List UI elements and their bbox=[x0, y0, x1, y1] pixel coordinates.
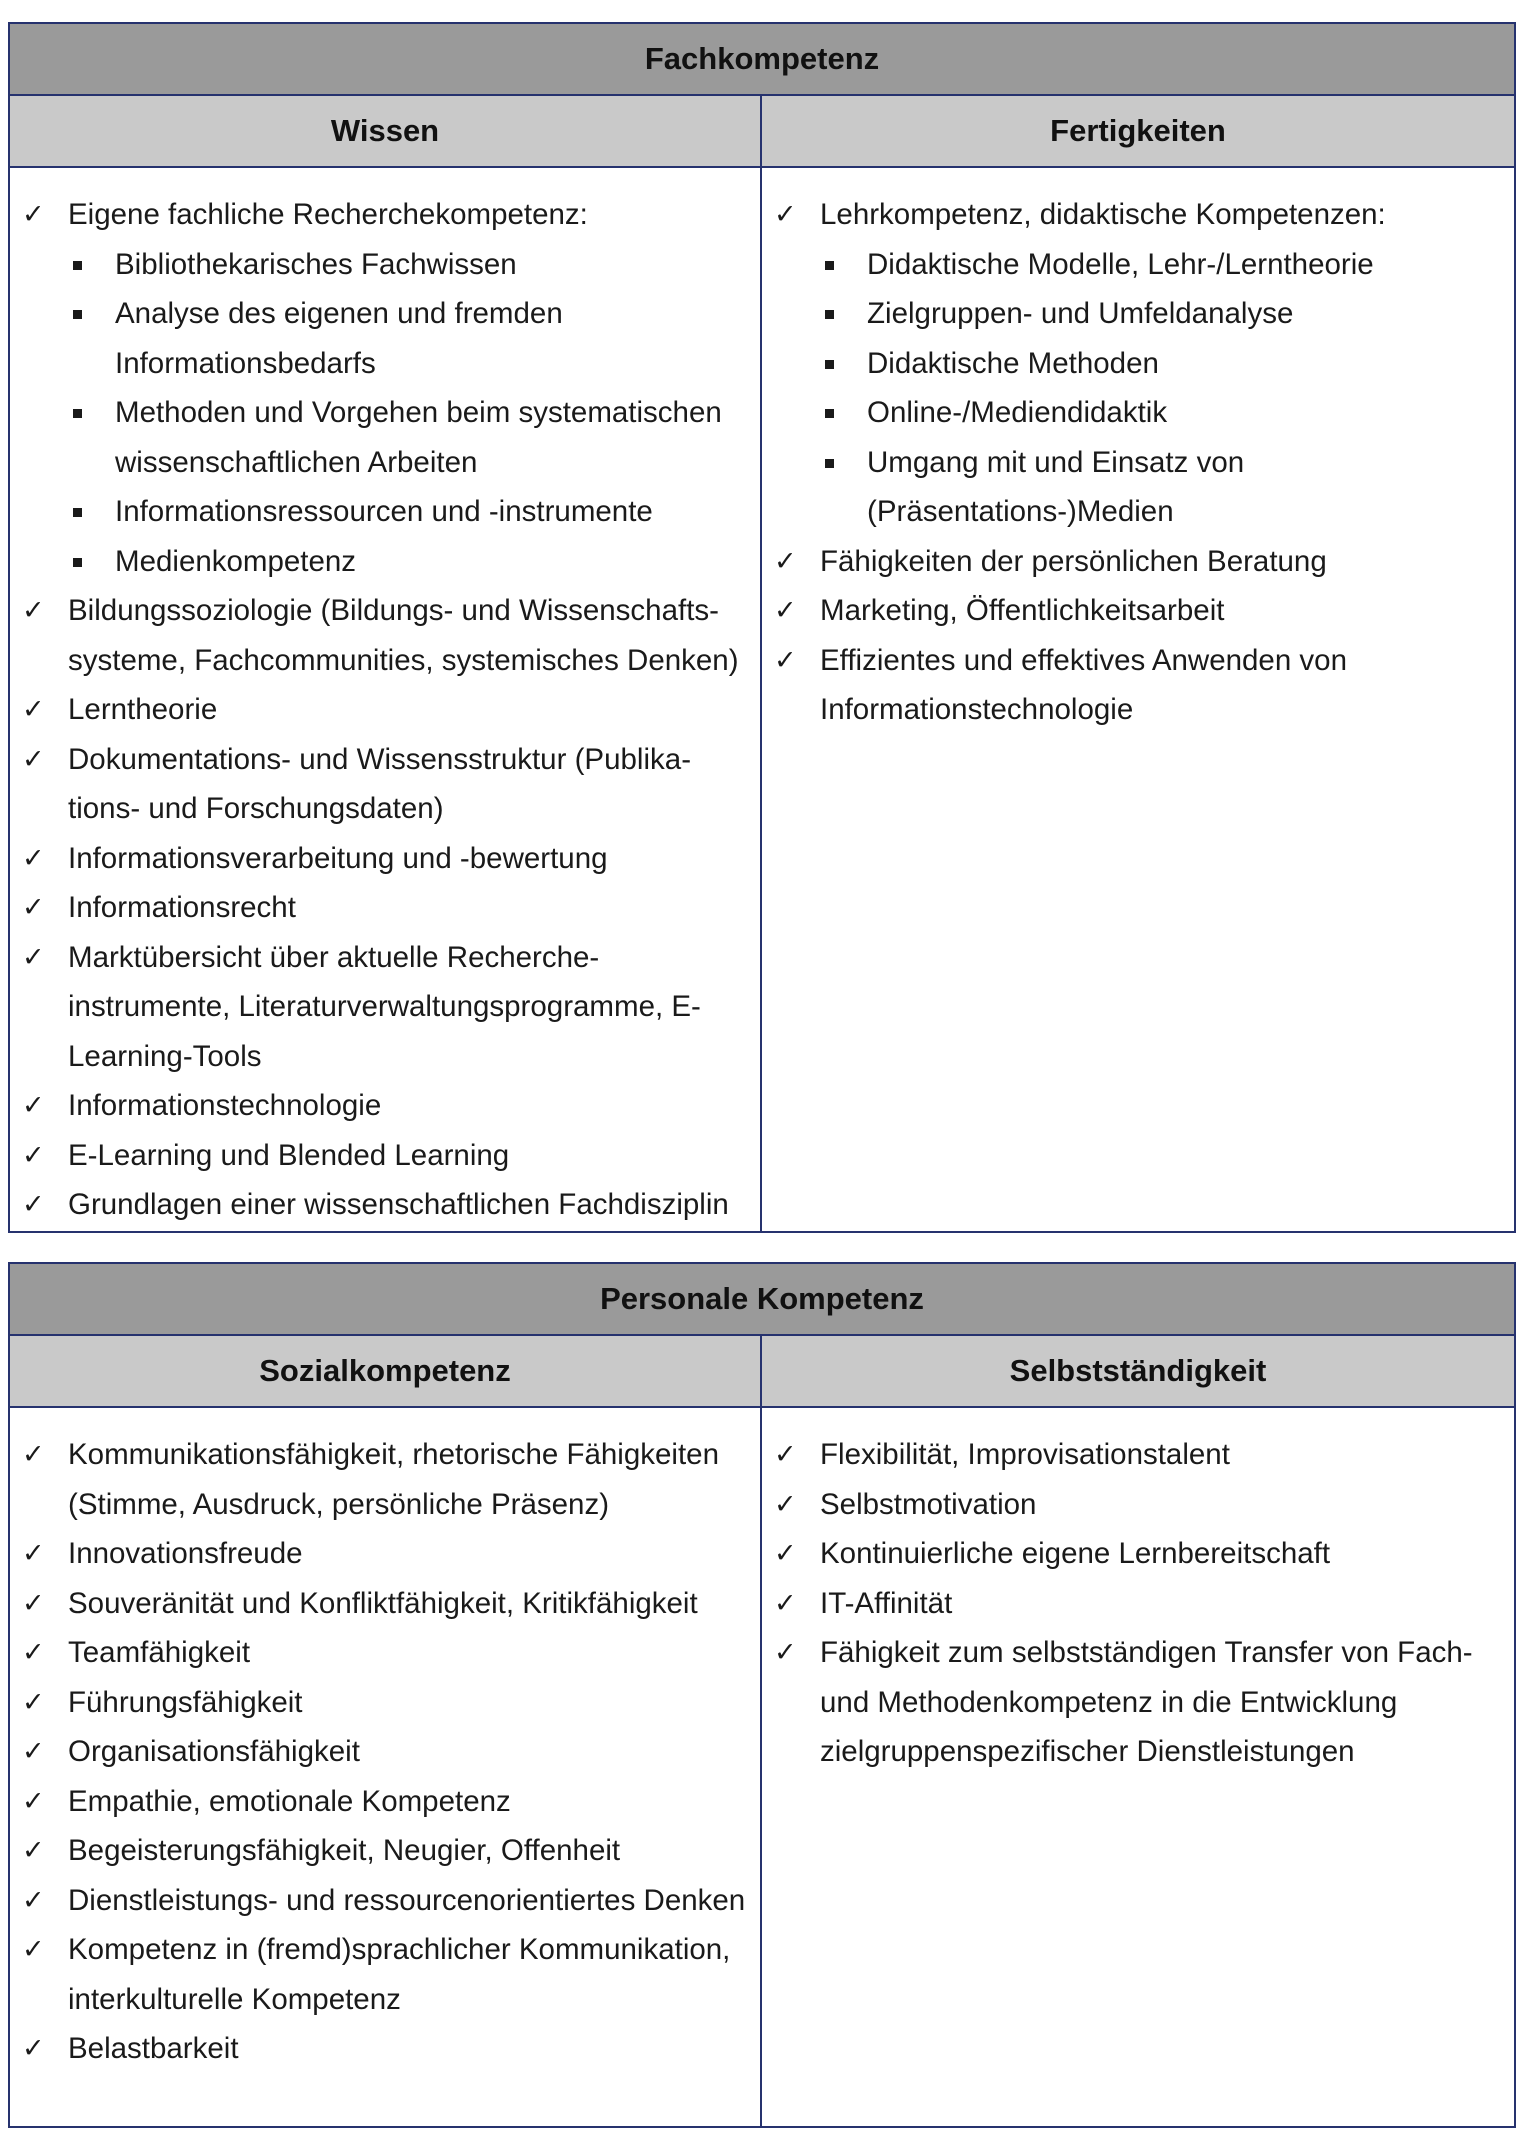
list-item-text: IT-Affinität bbox=[820, 1586, 953, 1620]
list-item bbox=[762, 190, 1514, 537]
list-item bbox=[10, 685, 760, 735]
sub-list bbox=[820, 240, 1506, 537]
checkmark-icon: ✓ bbox=[774, 1439, 797, 1470]
list-item bbox=[10, 883, 760, 933]
list-item-text: Bildungssoziologie (Bildungs- und Wissenschafts-systeme, Fachcommunities, systemisches Denken) bbox=[68, 594, 739, 677]
sub-list-item-text: Medienkompetenz bbox=[115, 544, 357, 578]
sub-list-item bbox=[820, 240, 1506, 290]
list-item bbox=[10, 1579, 760, 1629]
sub-list-item-text: Methoden und Vorgehen beim systematischen wissenschaftlichen Arbeiten bbox=[115, 396, 722, 479]
sub-list-item bbox=[68, 388, 752, 487]
list-item bbox=[10, 1430, 760, 1529]
list-item-text: Führungsfähigkeit bbox=[68, 1685, 303, 1719]
list-item bbox=[762, 1430, 1514, 1480]
list-item-text: Innovationsfreude bbox=[68, 1537, 303, 1570]
list-item bbox=[762, 1480, 1514, 1530]
list-item-text: Informationsrecht bbox=[68, 891, 296, 924]
sub-list-item-text: Informationsressourcen und -instrumente bbox=[115, 495, 653, 528]
list-item bbox=[10, 933, 760, 1082]
list-item bbox=[762, 586, 1514, 636]
sub-list-item bbox=[820, 388, 1506, 438]
list-item-text: Belastbarkeit bbox=[68, 2032, 239, 2065]
list-item bbox=[10, 586, 760, 685]
sub-list-item-text: Bibliothekarisches Fachwissen bbox=[115, 247, 517, 281]
sozialkompetenz-column bbox=[10, 1408, 762, 2126]
checkmark-icon: ✓ bbox=[22, 595, 45, 626]
list-item bbox=[762, 537, 1514, 587]
list-item-text: Teamfähigkeit bbox=[68, 1636, 251, 1669]
sub-list-item-text: Didaktische Modelle, Lehr-/Lerntheorie bbox=[867, 247, 1374, 281]
list-item-text: Dienstleistungs- und ressourcenorientiertes Denken bbox=[68, 1883, 746, 1917]
list-item bbox=[762, 1628, 1514, 1777]
fachkompetenz-body-row bbox=[10, 168, 1514, 1231]
list-item bbox=[10, 1529, 760, 1579]
list-item-text: Kommunikationsfähigkeit, rhetorische Fähigkeiten (Stimme, Ausdruck, persönliche Präsenz) bbox=[68, 1438, 719, 1521]
list-item-text: Grundlagen einer wissenschaftlichen Fachdisziplin bbox=[68, 1188, 729, 1221]
fachkompetenz-title: Fachkompetenz bbox=[10, 24, 1514, 96]
list-item-text: Kompetenz in (fremd)sprachlicher Kommunikation, interkulturelle Kompetenz bbox=[68, 1933, 731, 2016]
sozialkompetenz-list bbox=[10, 1430, 760, 2074]
sub-list-item-text: Analyse des eigenen und fremden Informationsbedarfs bbox=[115, 297, 563, 380]
checkmark-icon: ✓ bbox=[22, 1587, 45, 1619]
sub-list-item-text: Umgang mit und Einsatz von (Präsentations-)Medien bbox=[867, 445, 1245, 528]
checkmark-icon: ✓ bbox=[22, 941, 45, 973]
list-item bbox=[10, 1131, 760, 1181]
wissen-column bbox=[10, 168, 762, 1231]
checkmark-icon: ✓ bbox=[22, 1189, 45, 1220]
sub-list bbox=[68, 240, 752, 587]
list-item-text: Marketing, Öffentlichkeitsarbeit bbox=[820, 594, 1225, 627]
list-item-text: Lehrkompetenz, didaktische Kompetenzen: bbox=[820, 198, 1386, 231]
selbststaendigkeit-heading: Selbstständigkeit bbox=[1009, 1353, 1267, 1388]
list-item bbox=[10, 2024, 760, 2074]
wissen-list bbox=[10, 190, 760, 1230]
checkmark-icon: ✓ bbox=[22, 1934, 45, 1965]
list-item-text: Fähigkeiten der persönlichen Beratung bbox=[820, 544, 1327, 578]
list-item bbox=[762, 1529, 1514, 1579]
list-item-text: Begeisterungsfähigkeit, Neugier, Offenheit bbox=[68, 1834, 621, 1867]
fertigkeiten-column bbox=[762, 168, 1514, 1231]
wissen-heading: Wissen bbox=[10, 96, 762, 166]
checkmark-icon: ✓ bbox=[22, 1686, 45, 1718]
list-item-text: Kontinuierliche eigene Lernbereitschaft bbox=[820, 1537, 1331, 1570]
checkmark-icon: ✓ bbox=[22, 1090, 45, 1121]
sub-list-item-text: Zielgruppen- und Umfeldanalyse bbox=[867, 297, 1294, 330]
selbststaendigkeit-list bbox=[762, 1430, 1514, 1777]
list-item bbox=[10, 1628, 760, 1678]
checkmark-icon: ✓ bbox=[774, 1538, 797, 1569]
checkmark-icon: ✓ bbox=[22, 1785, 45, 1817]
checkmark-icon: ✓ bbox=[774, 1488, 797, 1520]
personale-kompetenz-title: Personale Kompetenz bbox=[10, 1264, 1514, 1336]
list-item-text: Fähigkeit zum selbstständigen Transfer von Fach- und Methodenkompetenz in die Entwicklung zielgruppenspezifischer Dienstleistungen bbox=[820, 1636, 1473, 1768]
list-item-text: Flexibilität, Improvisationstalent bbox=[820, 1438, 1230, 1471]
list-item bbox=[10, 834, 760, 884]
sub-list-item bbox=[820, 289, 1506, 339]
list-item-text: Eigene fachliche Recherchekompetenz: bbox=[68, 198, 588, 231]
square-bullet-icon bbox=[825, 459, 834, 468]
list-item bbox=[762, 636, 1514, 735]
list-item bbox=[10, 1777, 760, 1827]
list-item-text: Organisationsfähigkeit bbox=[68, 1735, 360, 1768]
checkmark-icon: ✓ bbox=[774, 1637, 797, 1668]
list-item-text: Souveränität und Konfliktfähigkeit, Kritikfähigkeit bbox=[68, 1586, 698, 1620]
fertigkeiten-heading: Fertigkeiten bbox=[1050, 113, 1226, 148]
fertigkeiten-list bbox=[762, 190, 1514, 735]
checkmark-icon: ✓ bbox=[22, 2033, 45, 2064]
square-bullet-icon bbox=[825, 261, 834, 270]
checkmark-icon: ✓ bbox=[22, 1835, 45, 1866]
list-item bbox=[10, 190, 760, 586]
square-bullet-icon bbox=[825, 360, 834, 369]
fachkompetenz-header-row bbox=[10, 96, 1514, 168]
checkmark-icon: ✓ bbox=[22, 842, 45, 874]
checkmark-icon: ✓ bbox=[22, 892, 45, 923]
square-bullet-icon bbox=[73, 508, 82, 517]
square-bullet-icon bbox=[73, 261, 82, 270]
checkmark-icon: ✓ bbox=[22, 1538, 45, 1569]
list-item bbox=[10, 1180, 760, 1230]
checkmark-icon: ✓ bbox=[22, 1736, 45, 1767]
sub-list-item bbox=[68, 537, 752, 587]
checkmark-icon: ✓ bbox=[774, 644, 797, 676]
list-item-text: Empathie, emotionale Kompetenz bbox=[68, 1784, 511, 1818]
sub-list-item bbox=[820, 438, 1506, 537]
checkmark-icon: ✓ bbox=[774, 199, 797, 230]
sub-list-item bbox=[68, 240, 752, 290]
list-item bbox=[10, 1678, 760, 1728]
list-item-text: Dokumentations- und Wissensstruktur (Publika-tions- und Forschungsdaten) bbox=[68, 742, 692, 825]
checkmark-icon: ✓ bbox=[22, 199, 45, 230]
selbststaendigkeit-column bbox=[762, 1408, 1514, 2126]
list-item bbox=[10, 1876, 760, 1926]
list-item bbox=[10, 1826, 760, 1876]
checkmark-icon: ✓ bbox=[774, 545, 797, 577]
sub-list-item bbox=[68, 289, 752, 388]
personale-kompetenz-header-row bbox=[10, 1336, 1514, 1408]
list-item bbox=[10, 1727, 760, 1777]
checkmark-icon: ✓ bbox=[22, 1884, 45, 1916]
list-item bbox=[762, 1579, 1514, 1629]
square-bullet-icon bbox=[73, 310, 82, 319]
square-bullet-icon bbox=[825, 409, 834, 418]
list-item-text: Informationstechnologie bbox=[68, 1089, 382, 1122]
list-item bbox=[10, 1925, 760, 2024]
checkmark-icon: ✓ bbox=[22, 743, 45, 775]
list-item-text: Effizientes und effektives Anwenden von Informationstechnologie bbox=[820, 643, 1347, 726]
checkmark-icon: ✓ bbox=[774, 1587, 797, 1619]
personale-kompetenz-body-row bbox=[10, 1408, 1514, 2126]
fachkompetenz-table bbox=[8, 22, 1516, 1233]
checkmark-icon: ✓ bbox=[22, 1139, 45, 1171]
list-item-text: Lerntheorie bbox=[68, 693, 218, 726]
checkmark-icon: ✓ bbox=[22, 694, 45, 725]
list-item bbox=[10, 735, 760, 834]
list-item-text: Informationsverarbeitung und -bewertung bbox=[68, 841, 608, 875]
list-item-text: Marktübersicht über aktuelle Recherche-instrumente, Literaturverwaltungsprogramme, E-Learning-Tools bbox=[68, 940, 701, 1073]
checkmark-icon: ✓ bbox=[774, 595, 797, 626]
square-bullet-icon bbox=[825, 310, 834, 319]
square-bullet-icon bbox=[73, 558, 82, 567]
square-bullet-icon bbox=[73, 409, 82, 418]
sub-list-item-text: Didaktische Methoden bbox=[867, 346, 1159, 380]
sub-list-item bbox=[820, 339, 1506, 389]
list-item bbox=[10, 1081, 760, 1131]
personale-kompetenz-table bbox=[8, 1262, 1516, 2128]
list-item-text: Selbstmotivation bbox=[820, 1487, 1037, 1521]
checkmark-icon: ✓ bbox=[22, 1637, 45, 1668]
sub-list-item bbox=[68, 487, 752, 537]
list-item-text: E-Learning und Blended Learning bbox=[68, 1138, 510, 1172]
sub-list-item-text: Online-/Mediendidaktik bbox=[867, 396, 1168, 429]
sozialkompetenz-heading: Sozialkompetenz bbox=[10, 1336, 762, 1406]
checkmark-icon: ✓ bbox=[22, 1439, 45, 1470]
